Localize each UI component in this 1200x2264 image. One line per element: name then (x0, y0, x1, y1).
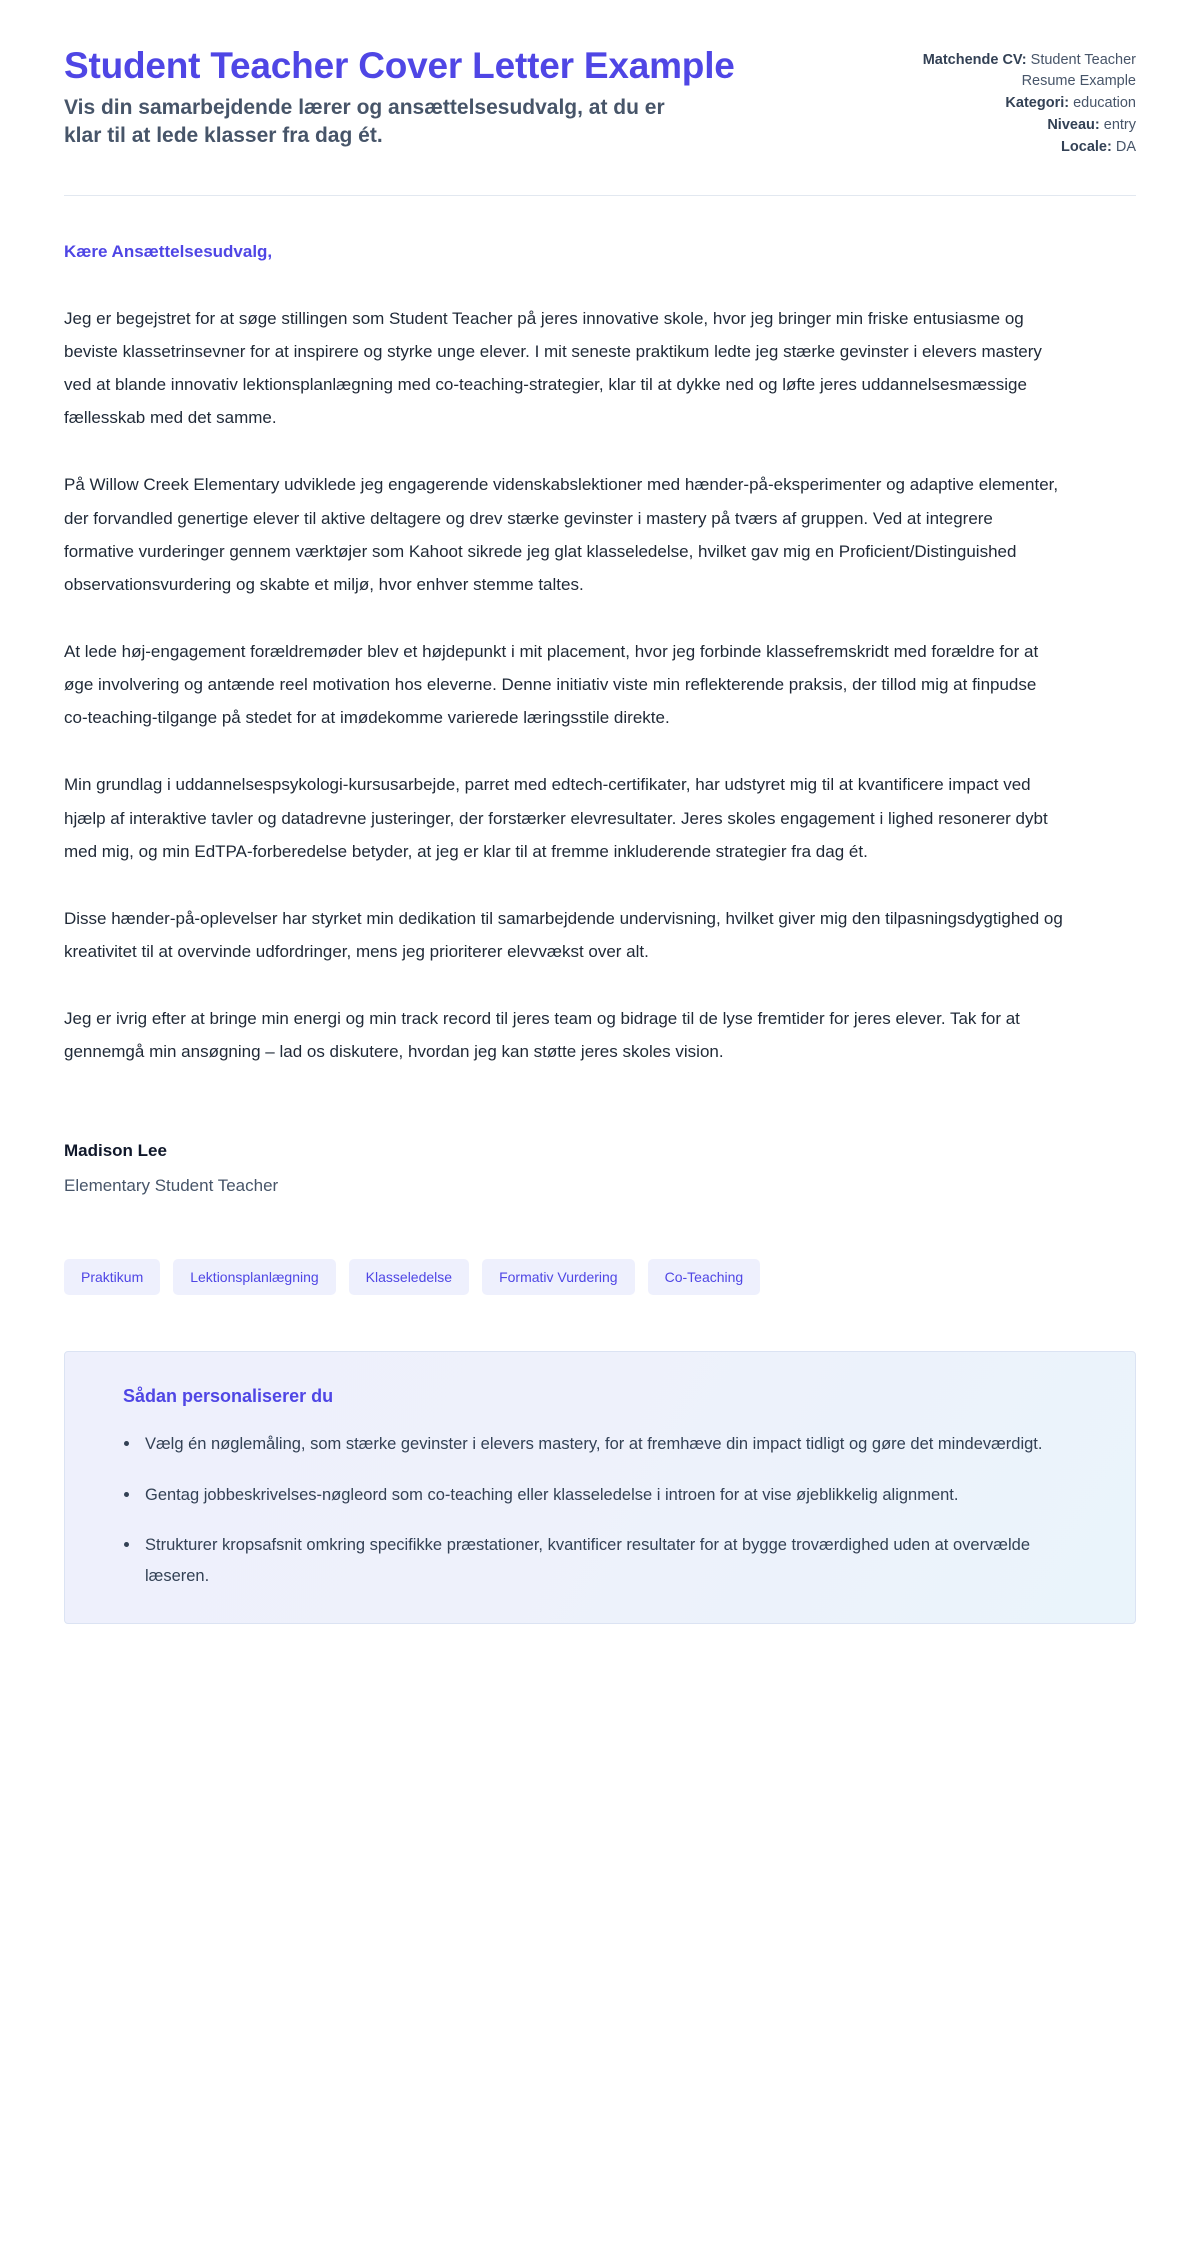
tips-panel-title: Sådan personaliserer du (123, 1386, 334, 1407)
letter-paragraph: Disse hænder-på-oplevelser har styrket min dedikation til samarbejdende undervisning, hvilket giver mig den tilpasningsdygtighed og kreativitet til at overvinde udfordringer, mens jeg prioriterer elevvækst over alt. (64, 908, 1063, 961)
tips-list-item: Strukturer kropsafsnit omkring specifikke præstationer, kvantificer resultater for at bygge troværdighed uden at overvælde læseren. (145, 1530, 1099, 1591)
page-title: Student Teacher Cover Letter Example (64, 45, 735, 86)
meta-label-category: Kategori: (1005, 95, 1070, 112)
personalization-tips-panel (64, 1351, 1136, 1624)
keyword-tag[interactable]: Formativ Vurdering (482, 1259, 635, 1295)
meta-label-matching-resume: Matchende CV: (922, 52, 1027, 68)
letter-paragraph: På Willow Creek Elementary udviklede jeg engagerende videnskabslektioner med hænder-på-eksperimenter og adaptive elementer, der forvandled genertige elever til aktive deltagere og drev stærke gevinster i mastery på tværs af gruppen. Ved at integrere formative vurderinger gennem værktøjer som Kahoot sikrede jeg glat klasseledelse, hvilket gav mig en Proficient/Distinguished observationsvurdering og skabte et miljø, hvor enhver stemme taltes. (64, 475, 1059, 594)
meta-row-locale (871, 137, 1136, 158)
meta-label-level: Niveau: (1047, 117, 1100, 134)
tips-list-item: Gentag jobbeskrivelses-nøgleord som co-teaching eller klasseledelse i introen for at vise øjeblikkelig alignment. (145, 1480, 1099, 1511)
page-header (64, 44, 1136, 159)
keyword-tag-list (64, 1259, 1136, 1295)
keyword-tag[interactable]: Praktikum (64, 1259, 160, 1295)
letter-paragraph: Jeg er ivrig efter at bringe min energi og min track record til jeres team og bidrage til de lyse fremtider for jeres elever. Tak for at gennemgå min ansøgning – lad os diskutere, hvordan jeg kan støtte jeres skoles vision. (64, 1009, 1020, 1062)
keyword-tag[interactable]: Co-Teaching (648, 1259, 761, 1295)
letter-paragraph: Min grundlag i uddannelsespsykologi-kursusarbejde, parret med edtech-certifikater, har udstyret mig til at kvantificere impact ved hjælp af interaktive tavler og datadrevne justeringer, der forstærker elevresultater. Jeres skoles engagement i lighed resonerer dybt med mig, og min EdTPA-forberedelse betyder, at jeg er klar til at fremme inkluderende strategier fra dag ét. (64, 775, 1048, 861)
document-meta (871, 44, 1136, 159)
letter-paragraph: At lede høj-engagement forældremøder blev et højdepunkt i mit placement, hvor jeg forbinde klassefremskridt med forældre for at øge involvering og antænde reel motivation hos eleverne. Denne initiativ viste min reflekterende praksis, der tillod mig at finpudse co-teaching-tilgange på stedet for at imødekomme varierede læringsstile direkte. (64, 642, 1039, 728)
meta-row-category (871, 93, 1136, 114)
keyword-tag[interactable]: Lektionsplanlægning (173, 1259, 335, 1295)
meta-value-matching-resume: Student Teacher Resume Example (1021, 52, 1136, 90)
letter-signature (64, 1138, 1136, 1199)
meta-row-matching-resume (871, 50, 1136, 92)
letter-salutation: Kære Ansættelsesudvalg, (64, 242, 273, 262)
meta-value-locale: DA (1115, 139, 1136, 156)
tips-list-item: Vælg én nøglemåling, som stærke gevinster i elevers mastery, for at fremhæve din impact tidligt og gøre det mindeværdigt. (145, 1429, 1099, 1460)
page-subtitle: Vis din samarbejdende lærer og ansættelsesudvalg, at du er klar til at lede klasser fra dag ét. (64, 95, 665, 147)
signature-role: Elementary Student Teacher (64, 1175, 279, 1195)
header-title-block (64, 44, 764, 150)
letter-body (64, 196, 1136, 1199)
meta-label-locale: Locale: (1061, 139, 1112, 156)
meta-value-level: entry (1103, 117, 1136, 134)
tips-list (101, 1429, 1099, 1591)
meta-value-category: education (1073, 95, 1136, 112)
keyword-tag[interactable]: Klasseledelse (349, 1259, 469, 1295)
signature-name: Madison Lee (64, 1141, 167, 1161)
letter-paragraph: Jeg er begejstret for at søge stillingen som Student Teacher på jeres innovative skole, hvor jeg bringer min friske entusiasme og beviste klassetrinsevner for at inspirere og styrke unge elever. I mit seneste praktikum ledte jeg stærke gevinster i elevers mastery ved at blande innovativ lektionsplanlægning med co-teaching-strategier, klar til at dykke ned og løfte jeres uddannelsesmæssige fællesskab med det samme. (64, 308, 1042, 428)
meta-row-level (871, 115, 1136, 136)
